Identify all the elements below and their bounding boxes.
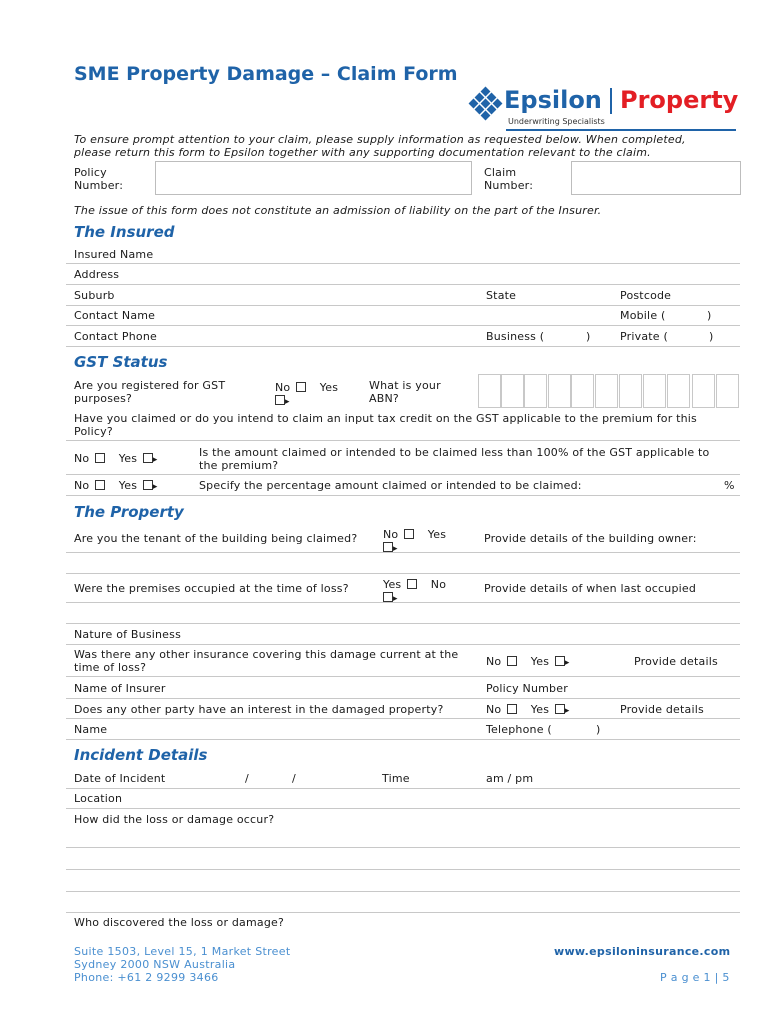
arrow-icon: ▸: [564, 706, 570, 716]
occupied-question: Were the premises occupied at the time of loss?: [74, 582, 349, 595]
intro-line-1: To ensure prompt attention to your claim, please supply information as requested below. When completed,: [74, 133, 686, 146]
building-owner-line-1[interactable]: [66, 552, 740, 553]
gst-percentage-question: Specify the percentage amount claimed or intended to be claimed:: [199, 479, 582, 492]
claim-number-label: [484, 166, 533, 192]
how-occurred-line-2[interactable]: [66, 869, 740, 870]
footer-address-2: Sydney 2000 NSW Australia: [74, 958, 236, 971]
date-slash-2: /: [292, 772, 296, 785]
party-name-line[interactable]: [66, 739, 740, 740]
logo-product: Property: [620, 86, 739, 114]
gst-claim-line: [66, 440, 740, 441]
state-label: State: [486, 289, 517, 302]
business-close-paren: ): [586, 330, 591, 343]
abn-question: [369, 379, 441, 405]
business-phone-label: Business (: [486, 330, 545, 343]
footer-address-1: Suite 1503, Level 15, 1 Market Street: [74, 945, 291, 958]
insurer-name-label: Name of Insurer: [74, 682, 166, 695]
arrow-icon: ▸: [152, 482, 158, 492]
section-heading-incident: Incident Details: [74, 746, 208, 764]
logo-tagline: Underwriting Specialists: [508, 117, 605, 126]
other-insurance-yes-checkbox[interactable]: [555, 656, 565, 666]
mobile-close-paren: ): [707, 309, 712, 322]
interest-no-checkbox[interactable]: [507, 704, 517, 714]
interest-yes-label: Yes: [530, 703, 550, 716]
tenant-no-checkbox[interactable]: [404, 529, 414, 539]
other-insurance-no-checkbox[interactable]: [507, 656, 517, 666]
arrow-icon: ▸: [564, 658, 570, 668]
gst-claim-question: [74, 412, 697, 438]
tenant-no-label: No: [383, 528, 399, 541]
gst-claim-line-2: Policy?: [74, 425, 113, 438]
insured-name-line[interactable]: [66, 263, 740, 264]
address-line[interactable]: [66, 284, 740, 285]
building-owner-label: Provide details of the building owner:: [484, 532, 697, 545]
location-line[interactable]: [66, 808, 740, 809]
section-heading-property: The Property: [74, 503, 184, 521]
disclaimer: The issue of this form does not constitute an admission of liability on the part of the Insurer.: [74, 204, 602, 217]
building-owner-line-2[interactable]: [66, 573, 740, 574]
gst-percentage-line[interactable]: [66, 495, 740, 496]
interest-no-label: No: [486, 703, 502, 716]
contact-phone-line[interactable]: [66, 346, 740, 347]
gst-registered-line-1: Are you registered for GST: [74, 379, 226, 392]
other-insurance-yes-label: Yes: [530, 655, 550, 668]
occupied-no-label: No: [430, 578, 447, 591]
gst-claim-no-label: No: [74, 452, 90, 465]
postcode-label: Postcode: [620, 289, 672, 302]
tenant-question: Are you the tenant of the building being claimed?: [74, 532, 358, 545]
section-heading-gst: GST Status: [74, 353, 168, 371]
incident-time-label: Time: [382, 772, 410, 785]
occupied-no-checkbox[interactable]: [383, 592, 393, 602]
abn-line-1: What is your: [369, 379, 441, 392]
gst-less-question: [199, 446, 709, 472]
policy-number-label: [74, 166, 123, 192]
last-occupied-line-2[interactable]: [66, 623, 740, 624]
page-number: P a g e 1 | 5: [660, 971, 730, 984]
arrow-icon: ▸: [393, 544, 398, 554]
claim-label-line-1: Claim: [484, 166, 517, 179]
how-occurred-line-4[interactable]: [66, 912, 740, 913]
nature-of-business-label: Nature of Business: [74, 628, 182, 641]
interest-details-label: Provide details: [620, 703, 704, 716]
section-heading-insured: The Insured: [74, 223, 175, 241]
incident-date-label: Date of Incident: [74, 772, 166, 785]
policy-label-line-1: Policy: [74, 166, 107, 179]
diamond-logo-icon: [468, 86, 504, 122]
gst-claim-no-checkbox[interactable]: [95, 453, 105, 463]
page-title: SME Property Damage – Claim Form: [74, 63, 458, 85]
suburb-label: Suburb: [74, 289, 115, 302]
telephone-close-paren: ): [596, 723, 601, 736]
gst-less-yes-checkbox[interactable]: [143, 480, 153, 490]
arrow-icon: ▸: [393, 594, 398, 604]
occupied-yes-checkbox[interactable]: [407, 579, 417, 589]
gst-claim-line-1: Have you claimed or do you intend to claim an input tax credit on the GST applicable to the premium for this: [74, 412, 697, 425]
last-occupied-line-1[interactable]: [66, 602, 740, 603]
interest-line[interactable]: [66, 718, 740, 719]
location-label: Location: [74, 792, 123, 805]
gst-claim-options: [74, 452, 158, 467]
gst-claim-yes-label: Yes: [118, 452, 138, 465]
contact-phone-label: Contact Phone: [74, 330, 157, 343]
other-insurance-line-2: time of loss?: [74, 661, 147, 674]
how-occurred-label: How did the loss or damage occur?: [74, 813, 275, 826]
date-slash-1: /: [245, 772, 249, 785]
header-rule: [506, 129, 736, 131]
gst-less-line: [66, 474, 740, 475]
interest-yes-checkbox[interactable]: [555, 704, 565, 714]
arrow-icon: ▸: [152, 455, 158, 465]
arrow-icon: ▸: [285, 397, 290, 407]
policy-label-line-2: Number:: [74, 179, 124, 192]
gst-registered-question: [74, 379, 225, 405]
discovered-by-label: Who discovered the loss or damage?: [74, 916, 285, 929]
gst-no-label: No: [275, 381, 291, 394]
footer-phone: Phone: +61 2 9299 3466: [74, 971, 219, 984]
policy-number-label-2: Policy Number: [486, 682, 568, 695]
gst-claim-yes-checkbox[interactable]: [143, 453, 153, 463]
suburb-line[interactable]: [66, 305, 740, 306]
last-occupied-label: Provide details of when last occupied: [484, 582, 697, 595]
gst-registered-options: [275, 381, 338, 409]
other-insurance-line-1: Was there any other insurance covering this damage current at the: [74, 648, 459, 661]
gst-less-no-checkbox[interactable]: [95, 480, 105, 490]
policy-number-field[interactable]: [155, 161, 472, 195]
gst-less-options: [74, 479, 158, 494]
insured-name-label: Insured Name: [74, 248, 154, 261]
gst-less-line-2: the premium?: [199, 459, 279, 472]
interest-options: [486, 703, 570, 718]
abn-line-2: ABN?: [369, 392, 399, 405]
party-name-label: Name: [74, 723, 108, 736]
mobile-label: Mobile (: [620, 309, 666, 322]
contact-name-line[interactable]: [66, 325, 740, 326]
logo-divider: [610, 88, 612, 114]
private-close-paren: ): [709, 330, 714, 343]
gst-less-yes-label: Yes: [118, 479, 138, 492]
footer-website[interactable]: www.epsiloninsurance.com: [554, 945, 731, 958]
gst-no-checkbox[interactable]: [296, 382, 306, 392]
gst-percentage-sign: %: [724, 479, 735, 492]
intro-line-2: please return this form to Epsilon together with any supporting documentation relevant to the claim.: [74, 146, 651, 159]
claim-label-line-2: Number:: [484, 179, 534, 192]
contact-name-label: Contact Name: [74, 309, 156, 322]
tenant-yes-checkbox[interactable]: [383, 542, 393, 552]
other-insurance-question: [74, 648, 458, 674]
gst-less-line-1: Is the amount claimed or intended to be claimed less than 100% of the GST applicable to: [199, 446, 710, 459]
gst-yes-label: Yes: [319, 381, 339, 394]
other-insurance-line[interactable]: [66, 676, 740, 677]
telephone-label: Telephone (: [486, 723, 552, 736]
gst-less-no-label: No: [74, 479, 90, 492]
gst-registered-line-2: purposes?: [74, 392, 133, 405]
epsilon-logo: [468, 84, 738, 130]
am-pm-label: am / pm: [486, 772, 534, 785]
nature-of-business-line[interactable]: [66, 644, 740, 645]
other-insurance-details-label: Provide details: [634, 655, 718, 668]
occupied-yes-label: Yes: [383, 578, 402, 591]
how-occurred-line-3[interactable]: [66, 891, 740, 892]
other-insurance-options: [486, 655, 570, 670]
gst-yes-checkbox[interactable]: [275, 395, 285, 405]
insurer-name-line[interactable]: [66, 698, 740, 699]
claim-number-field[interactable]: [571, 161, 741, 195]
incident-date-line[interactable]: [66, 788, 740, 789]
interest-question: Does any other party have an interest in the damaged property?: [74, 703, 444, 716]
how-occurred-line-1[interactable]: [66, 847, 740, 848]
address-label: Address: [74, 268, 120, 281]
logo-brand: Epsilon: [504, 86, 602, 114]
private-phone-label: Private (: [620, 330, 668, 343]
other-insurance-no-label: No: [486, 655, 502, 668]
tenant-yes-label: Yes: [427, 528, 447, 541]
